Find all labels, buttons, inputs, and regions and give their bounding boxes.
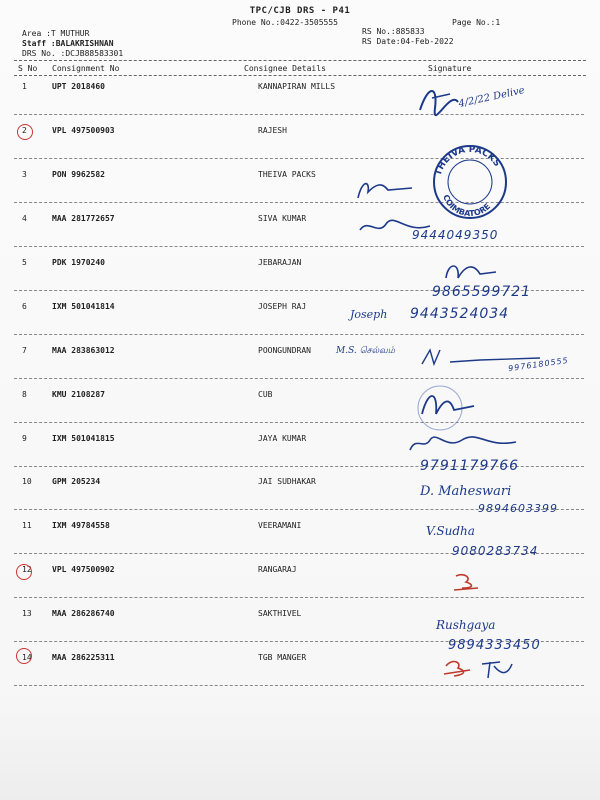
document-title: TPC/CJB DRS - P41 — [249, 6, 351, 16]
consignment-number: UPT 2018460 — [52, 82, 105, 91]
consignment-number: PON 9962582 — [52, 170, 105, 179]
red-circle-mark — [16, 564, 32, 580]
row-serial-number: 1 — [22, 82, 27, 91]
header-rule-top — [14, 60, 586, 61]
consignment-number: VPL 497500903 — [52, 126, 115, 135]
row-serial-number: 10 — [22, 477, 32, 486]
row-divider — [14, 597, 584, 598]
stamp-text-bottom: COIMBATORE — [441, 193, 493, 219]
consignee-name: JEBARAJAN — [258, 258, 302, 267]
table-row — [0, 302, 600, 346]
signature-row-6: Joseph — [350, 308, 388, 321]
consignee-name: CUB — [258, 390, 273, 399]
phone-row-6: 9443524034 — [410, 306, 510, 322]
consignee-name: RANGARAJ — [258, 565, 297, 574]
row-serial-number: 5 — [22, 258, 27, 267]
row-serial-number: 14 — [22, 653, 32, 662]
consignee-name: SIVA KUMAR — [258, 214, 307, 223]
consignee-name: KANNAPIRAN MILLS — [258, 82, 336, 91]
red-mark-row-12 — [452, 570, 482, 592]
red-circle-mark — [17, 124, 33, 140]
row-serial-number: 3 — [22, 170, 27, 179]
consignment-number: MAA 286286740 — [52, 609, 115, 618]
consignee-name: JAYA KUMAR — [258, 434, 307, 443]
column-header-signature: Signature — [428, 64, 472, 73]
header-rule-bottom — [14, 75, 586, 76]
red-mark-row-14 — [442, 656, 522, 686]
phone-row-4: 9444049350 — [412, 228, 499, 242]
table-row — [0, 170, 600, 214]
signature-row-5 — [440, 258, 500, 286]
row-serial-number: 7 — [22, 346, 27, 355]
phone-row-9: 9791179766 — [420, 458, 520, 474]
consignment-number: KMU 2108287 — [52, 390, 105, 399]
row-serial-number: 13 — [22, 609, 32, 618]
column-header-consignee: Consignee Details — [244, 64, 326, 73]
page-number: Page No.:1 — [452, 18, 501, 27]
row-divider — [14, 378, 584, 379]
consignee-name: THEIVA PACKS — [258, 170, 316, 179]
table-row — [0, 126, 600, 170]
consignment-number: PDK 1970240 — [52, 258, 105, 267]
consignee-name: RAJESH — [258, 126, 287, 135]
row-serial-number: 12 — [22, 565, 32, 574]
consignment-number: IXM 501041814 — [52, 302, 115, 311]
phone-row-10: 9894603399 — [478, 502, 558, 515]
consignment-number: MAA 281772657 — [52, 214, 115, 223]
consignment-number: VPL 497500902 — [52, 565, 115, 574]
delivery-date-note: 4/2/22 Delive — [457, 85, 526, 110]
row-divider — [14, 246, 584, 247]
drs-number: DRS No. :DCJB88583301 — [22, 49, 124, 58]
signature-row-11: V.Sudha — [426, 524, 475, 538]
red-circle-mark — [16, 648, 32, 664]
row-serial-number: 11 — [22, 521, 32, 530]
scan-shading — [0, 700, 600, 800]
row-serial-number: 9 — [22, 434, 27, 443]
phone-number: Phone No.:0422-3505555 — [232, 18, 338, 27]
row-serial-number: 4 — [22, 214, 27, 223]
table-row — [0, 390, 600, 434]
phone-row-7: 9976180555 — [507, 355, 570, 374]
row-serial-number: 8 — [22, 390, 27, 399]
consignment-number: MAA 286225311 — [52, 653, 115, 662]
staff-label: Staff :BALAKRISHNAN — [22, 39, 114, 48]
signature-row-10: D. Maheswari — [420, 484, 512, 499]
phone-row-11: 9080283734 — [452, 544, 539, 558]
row-serial-number: 6 — [22, 302, 27, 311]
signature-row-3 — [352, 176, 432, 204]
row-divider — [14, 422, 584, 423]
consignee-name: JAI SUDHAKAR — [258, 477, 316, 486]
consignee-name: TGB MANGER — [258, 653, 307, 662]
phone-row-13: 9894333450 — [448, 638, 541, 653]
rs-date: RS Date:04-Feb-2022 — [362, 37, 454, 46]
signature-row-13: Rushgaya — [436, 618, 496, 632]
signature-row-9 — [406, 432, 526, 458]
consignee-name: SAKTHIVEL — [258, 609, 302, 618]
row-serial-number: 2 — [22, 126, 27, 135]
phone-row-5: 9865599721 — [432, 284, 532, 300]
consignee-name: VEERAMANI — [258, 521, 302, 530]
stamp-text-top: THEIVA PACKS — [433, 144, 502, 177]
consignment-number: IXM 501041815 — [52, 434, 115, 443]
signature-row-7: M.S. செல்வம் — [336, 346, 395, 356]
consignment-number: MAA 283863012 — [52, 346, 115, 355]
column-header-consignment: Consignment No — [52, 64, 120, 73]
consignment-number: GPM 205234 — [52, 477, 101, 486]
signature-row-8 — [408, 384, 488, 432]
table-row — [0, 565, 600, 609]
column-header-sno: S No — [18, 64, 38, 73]
consignee-name: POONGUNDRAN — [258, 346, 311, 355]
area-label: Area :T MUTHUR — [22, 29, 90, 38]
consignment-number: IXM 49784558 — [52, 521, 110, 530]
row-divider — [14, 334, 584, 335]
theiva-packs-stamp — [430, 142, 510, 222]
consignee-name: JOSEPH RAJ — [258, 302, 307, 311]
table-row — [0, 214, 600, 258]
svg-text:THEIVA PACKS — [434, 145, 502, 177]
table-row — [0, 521, 600, 565]
rs-number: RS No.:885833 — [362, 27, 425, 36]
